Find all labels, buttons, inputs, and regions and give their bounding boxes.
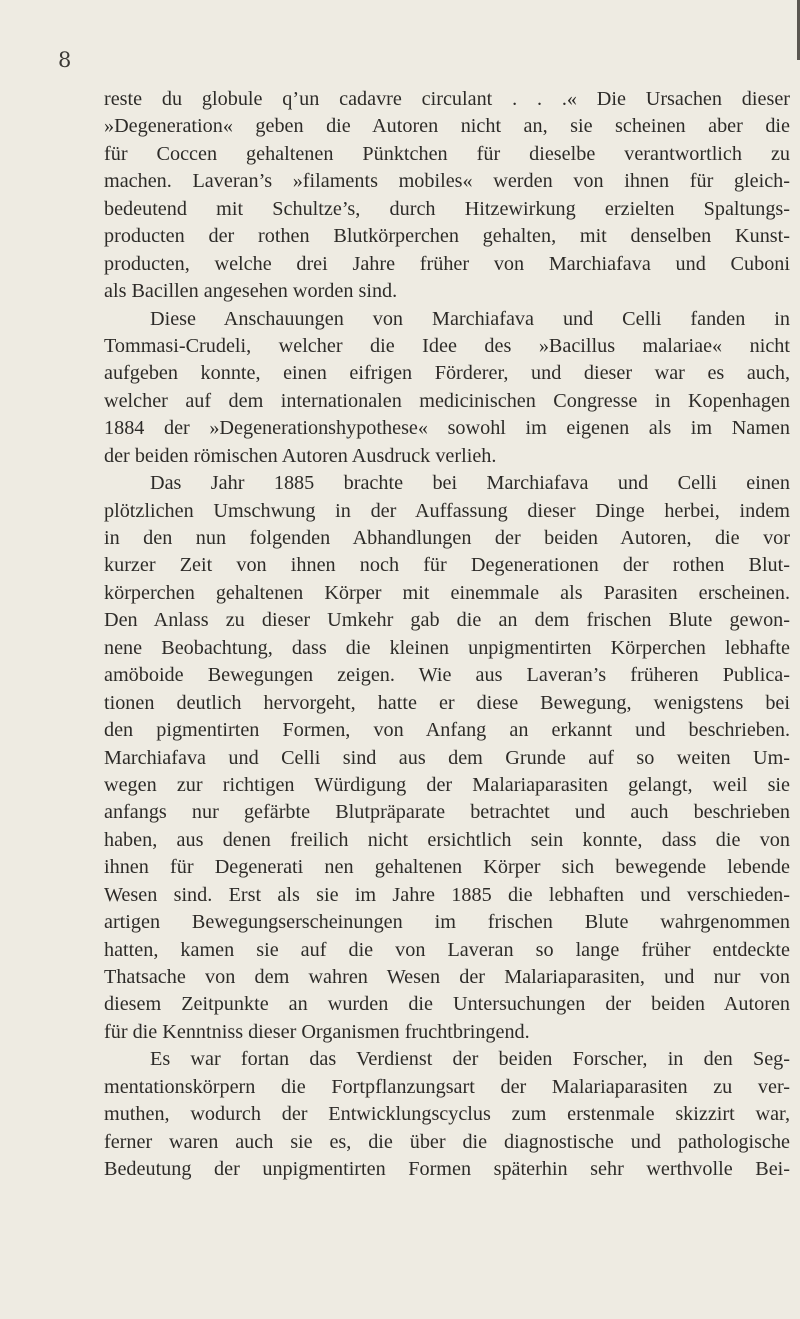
text-line: in den nun folgenden Abhandlungen der beiden Autoren, die vor — [104, 527, 790, 549]
text-line: Wesen sind. Erst als sie im Jahre 1885 die lebhaften und verschieden- — [104, 883, 790, 906]
text-line: plötzlichen Umschwung in der Auffassung dieser Dinge herbei, indem — [104, 499, 790, 522]
text-line: für Coccen gehaltenen Pünktchen für dieselbe verantwortlich zu — [104, 142, 790, 165]
text-line: nene Beobachtung, dass die kleinen unpigmentirten Körperchen lebhafte — [104, 636, 790, 659]
text-line: Marchiafava und Celli sind aus dem Grunde auf so weiten Um- — [104, 746, 790, 769]
text-line: tionen deutlich hervorgeht, hatte er diese Bewegung, wenigstens bei — [104, 691, 790, 714]
text-line: für die Kenntniss dieser Organismen fruchtbringend. — [104, 1020, 530, 1043]
text-line: 1884 der »Degenerationshypothese« sowohl im eigenen als im Namen — [104, 417, 790, 440]
text-line: bedeutend mit Schultze’s, durch Hitzewirkung erzielten Spaltungs- — [104, 197, 790, 220]
text-line: ihnen für Degenerati nen gehaltenen Körper sich bewegende lebende — [104, 856, 790, 879]
text-line: Diese Anschauungen von Marchiafava und Celli fanden in — [150, 307, 790, 330]
text-line: anfangs nur gefärbte Blutpräparate betrachtet und auch beschrieben — [104, 801, 790, 824]
paragraph-1 — [104, 86, 790, 306]
text-line: Den Anlass zu dieser Umkehr gab die an dem frischen Blute gewon- — [104, 609, 790, 632]
text-line: aufgeben konnte, einen eifrigen Förderer, und dieser war es auch, — [104, 362, 790, 385]
text-line: muthen, wodurch der Entwicklungscyclus zum erstenmale skizzirt war, — [104, 1103, 790, 1126]
text-line: artigen Bewegungserscheinungen im frischen Blute wahrgenommen — [104, 911, 790, 934]
text-line: körperchen gehaltenen Körper mit einemmale als Parasiten erscheinen. — [104, 581, 790, 604]
text-line: den pigmentirten Formen, von Anfang an erkannt und beschrieben. — [104, 719, 790, 742]
text-line: Das Jahr 1885 brachte bei Marchiafava und Celli einen — [150, 472, 790, 495]
text-line: diesem Zeitpunkte an wurden die Untersuchungen der beiden Autoren — [104, 993, 790, 1016]
text-line: amöboide Bewegungen zeigen. Wie aus Laveran’s früheren Publica- — [104, 664, 790, 687]
text-line: ferner waren auch sie es, die über die diagnostische und pathologische — [104, 1130, 790, 1153]
text-line: Tommasi-Crudeli, welcher die Idee des »Bacillus malariae« nicht — [104, 334, 790, 357]
paragraph-2 — [104, 306, 790, 471]
text-line: wegen zur richtigen Würdigung der Malariaparasiten gelangt, weil sie — [104, 773, 790, 796]
text-line: machen. Laveran’s »filaments mobiles« werden von ihnen für gleich- — [104, 170, 790, 193]
text-line: producten der rothen Blutkörperchen gehalten, mit denselben Kunst- — [104, 225, 790, 248]
text-line: producten, welche drei Jahre früher von Marchiafava und Cuboni — [104, 252, 790, 275]
paragraph-4 — [104, 1046, 790, 1183]
paragraph-3 — [104, 470, 790, 1046]
text-line: welcher auf dem internationalen medicinischen Congresse in Kopenhagen — [104, 389, 790, 412]
text-line: Bedeutung der unpigmentirten Formen späterhin sehr werthvolle Bei- — [104, 1158, 790, 1181]
text-line: Thatsache von dem wahren Wesen der Malariaparasiten, und nur von — [104, 966, 790, 988]
text-line: der beiden römischen Autoren Ausdruck verlieh. — [104, 444, 497, 467]
text-line: reste du globule q’un cadavre circulant . . .« Die Ursachen dieser — [104, 88, 790, 110]
text-line: kurzer Zeit von ihnen noch für Degenerationen der rothen Blut- — [104, 554, 790, 577]
text-line: als Bacillen angesehen worden sind. — [104, 280, 398, 303]
text-line: Es war fortan das Verdienst der beiden Forscher, in den Seg- — [150, 1048, 790, 1071]
page-number: 8 — [58, 48, 72, 72]
body-text — [104, 86, 790, 1184]
text-line: haben, aus denen freilich nicht ersichtlich sein konnte, dass die von — [104, 828, 790, 851]
text-line: »Degeneration« geben die Autoren nicht an, sie scheinen aber die — [104, 115, 790, 138]
text-line: hatten, kamen sie auf die von Laveran so lange früher entdeckte — [104, 938, 790, 961]
text-line: mentationskörpern die Fortpflanzungsart der Malariaparasiten zu ver- — [104, 1075, 790, 1098]
